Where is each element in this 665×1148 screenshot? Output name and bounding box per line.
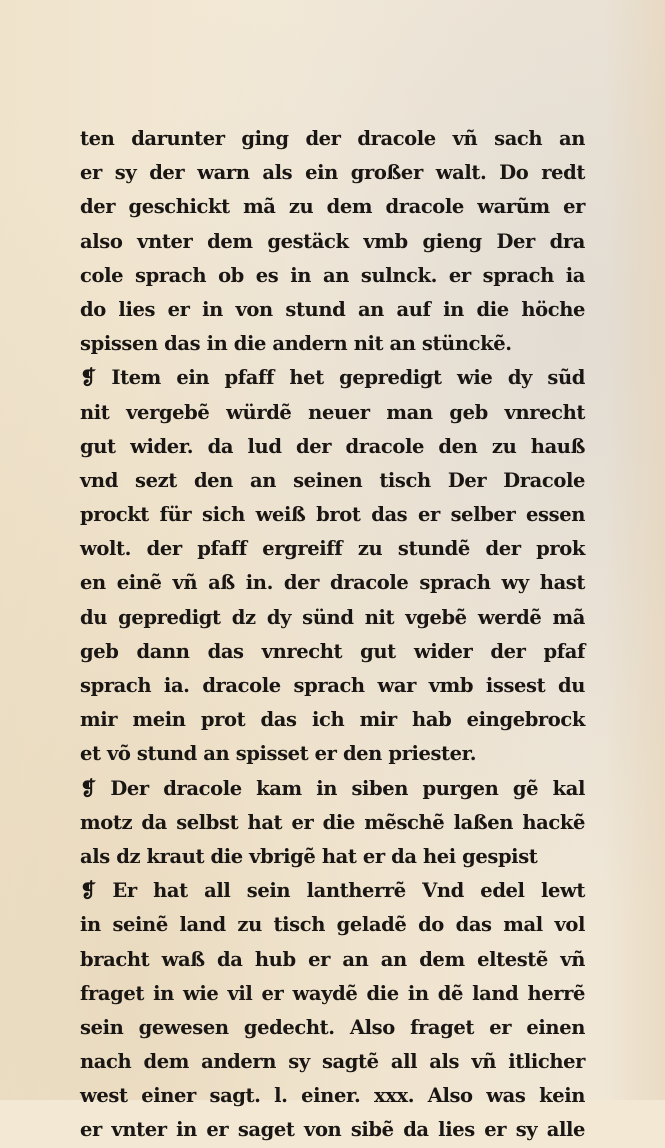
- text-line: west einer sagt. l. einer. xxx. Also was kein: [80, 1084, 585, 1108]
- text-line: motz da selbst hat er die mẽschẽ laßen hackẽ: [80, 810, 585, 834]
- text-line: do lies er in von stund an auf in die höche: [80, 297, 585, 321]
- text-line: vnd sezt den an seinen tisch Der Dracole: [80, 468, 585, 492]
- text-line: fraget in wie vil er waydẽ die in dẽ land herrẽ: [80, 981, 585, 1005]
- text-line: du gepredigt dz dy sünd nit vgebẽ werdẽ mã: [80, 605, 585, 629]
- text-line: er sy der warn als ein großer walt. Do redt: [80, 161, 585, 185]
- printed-text-block: [80, 122, 585, 1148]
- text-line: der geschickt mã zu dem dracole warũm er: [80, 195, 585, 219]
- text-line: er vnter in er saget von sibẽ da lies er sy alle: [80, 1118, 585, 1142]
- text-line: ❡ Er hat all sein lantherrẽ Vnd edel lewt: [80, 879, 585, 903]
- text-line: mir mein prot das ich mir hab eingebrock: [80, 708, 585, 732]
- text-line: cole sprach ob es in an sulnck. er sprach ia: [80, 263, 585, 287]
- text-line: als dz kraut die vbrigẽ hat er da hei gespist: [80, 844, 538, 868]
- text-line: sein gewesen gedecht. Also fraget er einen: [80, 1015, 585, 1039]
- text-line: bracht waß da hub er an an dem eltestẽ vñ: [80, 947, 585, 971]
- text-line: wolt. der pfaff ergreiff zu stundẽ der prok: [80, 537, 585, 561]
- text-line: sprach ia. dracole sprach war vmb issest du: [80, 674, 585, 697]
- text-line: en einẽ vñ aß in. der dracole sprach wy hast: [80, 571, 585, 595]
- text-line: spissen das in die andern nit an stünckẽ.: [80, 332, 512, 356]
- text-line: also vnter dem gestäck vmb gieng Der dra: [80, 229, 585, 253]
- text-line: prockt für sich weiß brot das er selber essen: [80, 503, 585, 527]
- text-line: in seinẽ land zu tisch geladẽ do das mal vol: [80, 913, 585, 937]
- text-line: ten darunter ging der dracole vñ sach an: [80, 127, 585, 150]
- text-line: ❡ Item ein pfaff het gepredigt wie dy sũd: [80, 366, 585, 390]
- text-line: nach dem andern sy sagtẽ all als vñ itlicher: [80, 1050, 585, 1074]
- text-line: ❡ Der dracole kam in siben purgen gẽ kal: [80, 776, 585, 800]
- text-line: et võ stund an spisset er den priester.: [80, 742, 477, 766]
- text-line: nit vergebẽ würdẽ neuer man geb vnrecht: [80, 400, 585, 424]
- text-line: gut wider. da lud der dracole den zu hauß: [80, 434, 585, 458]
- text-line: geb dann das vnrecht gut wider der pfaf: [80, 639, 585, 663]
